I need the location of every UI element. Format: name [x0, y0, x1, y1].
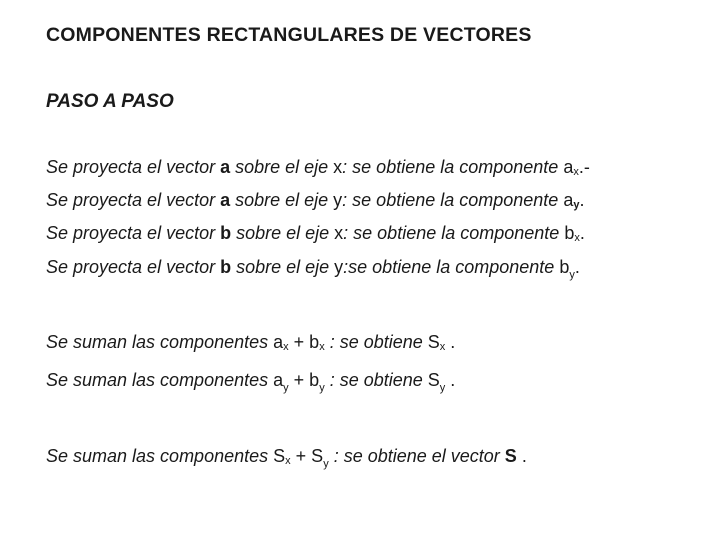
final-sum-line: Se suman las componentes $S_x + S_y$ : se obtiene el vector S . [46, 446, 527, 470]
section-subtitle: PASO A PASO [46, 91, 174, 112]
projection-line: Se proyecta el vector b sobre el eje y:se obtiene la componente $b_y$. [46, 257, 580, 281]
sum-line: Se suman las componentes $a_y + b_y$ : se obtiene $S_y$ . [46, 370, 456, 394]
projection-line: Se proyecta el vector a sobre el eje y: se obtiene la componente $a_y$. [46, 190, 585, 211]
projection-line: Se proyecta el vector b sobre el eje x: se obtiene la componente $b_x$. [46, 223, 585, 244]
projection-line: Se proyecta el vector a sobre el eje x: se obtiene la componente $a_x.-$ [46, 157, 590, 178]
sum-line: Se suman las componentes $a_x + b_x$ : se obtiene $S_x$ . [46, 332, 456, 353]
page-title: COMPONENTES RECTANGULARES DE VECTORES [46, 24, 532, 46]
